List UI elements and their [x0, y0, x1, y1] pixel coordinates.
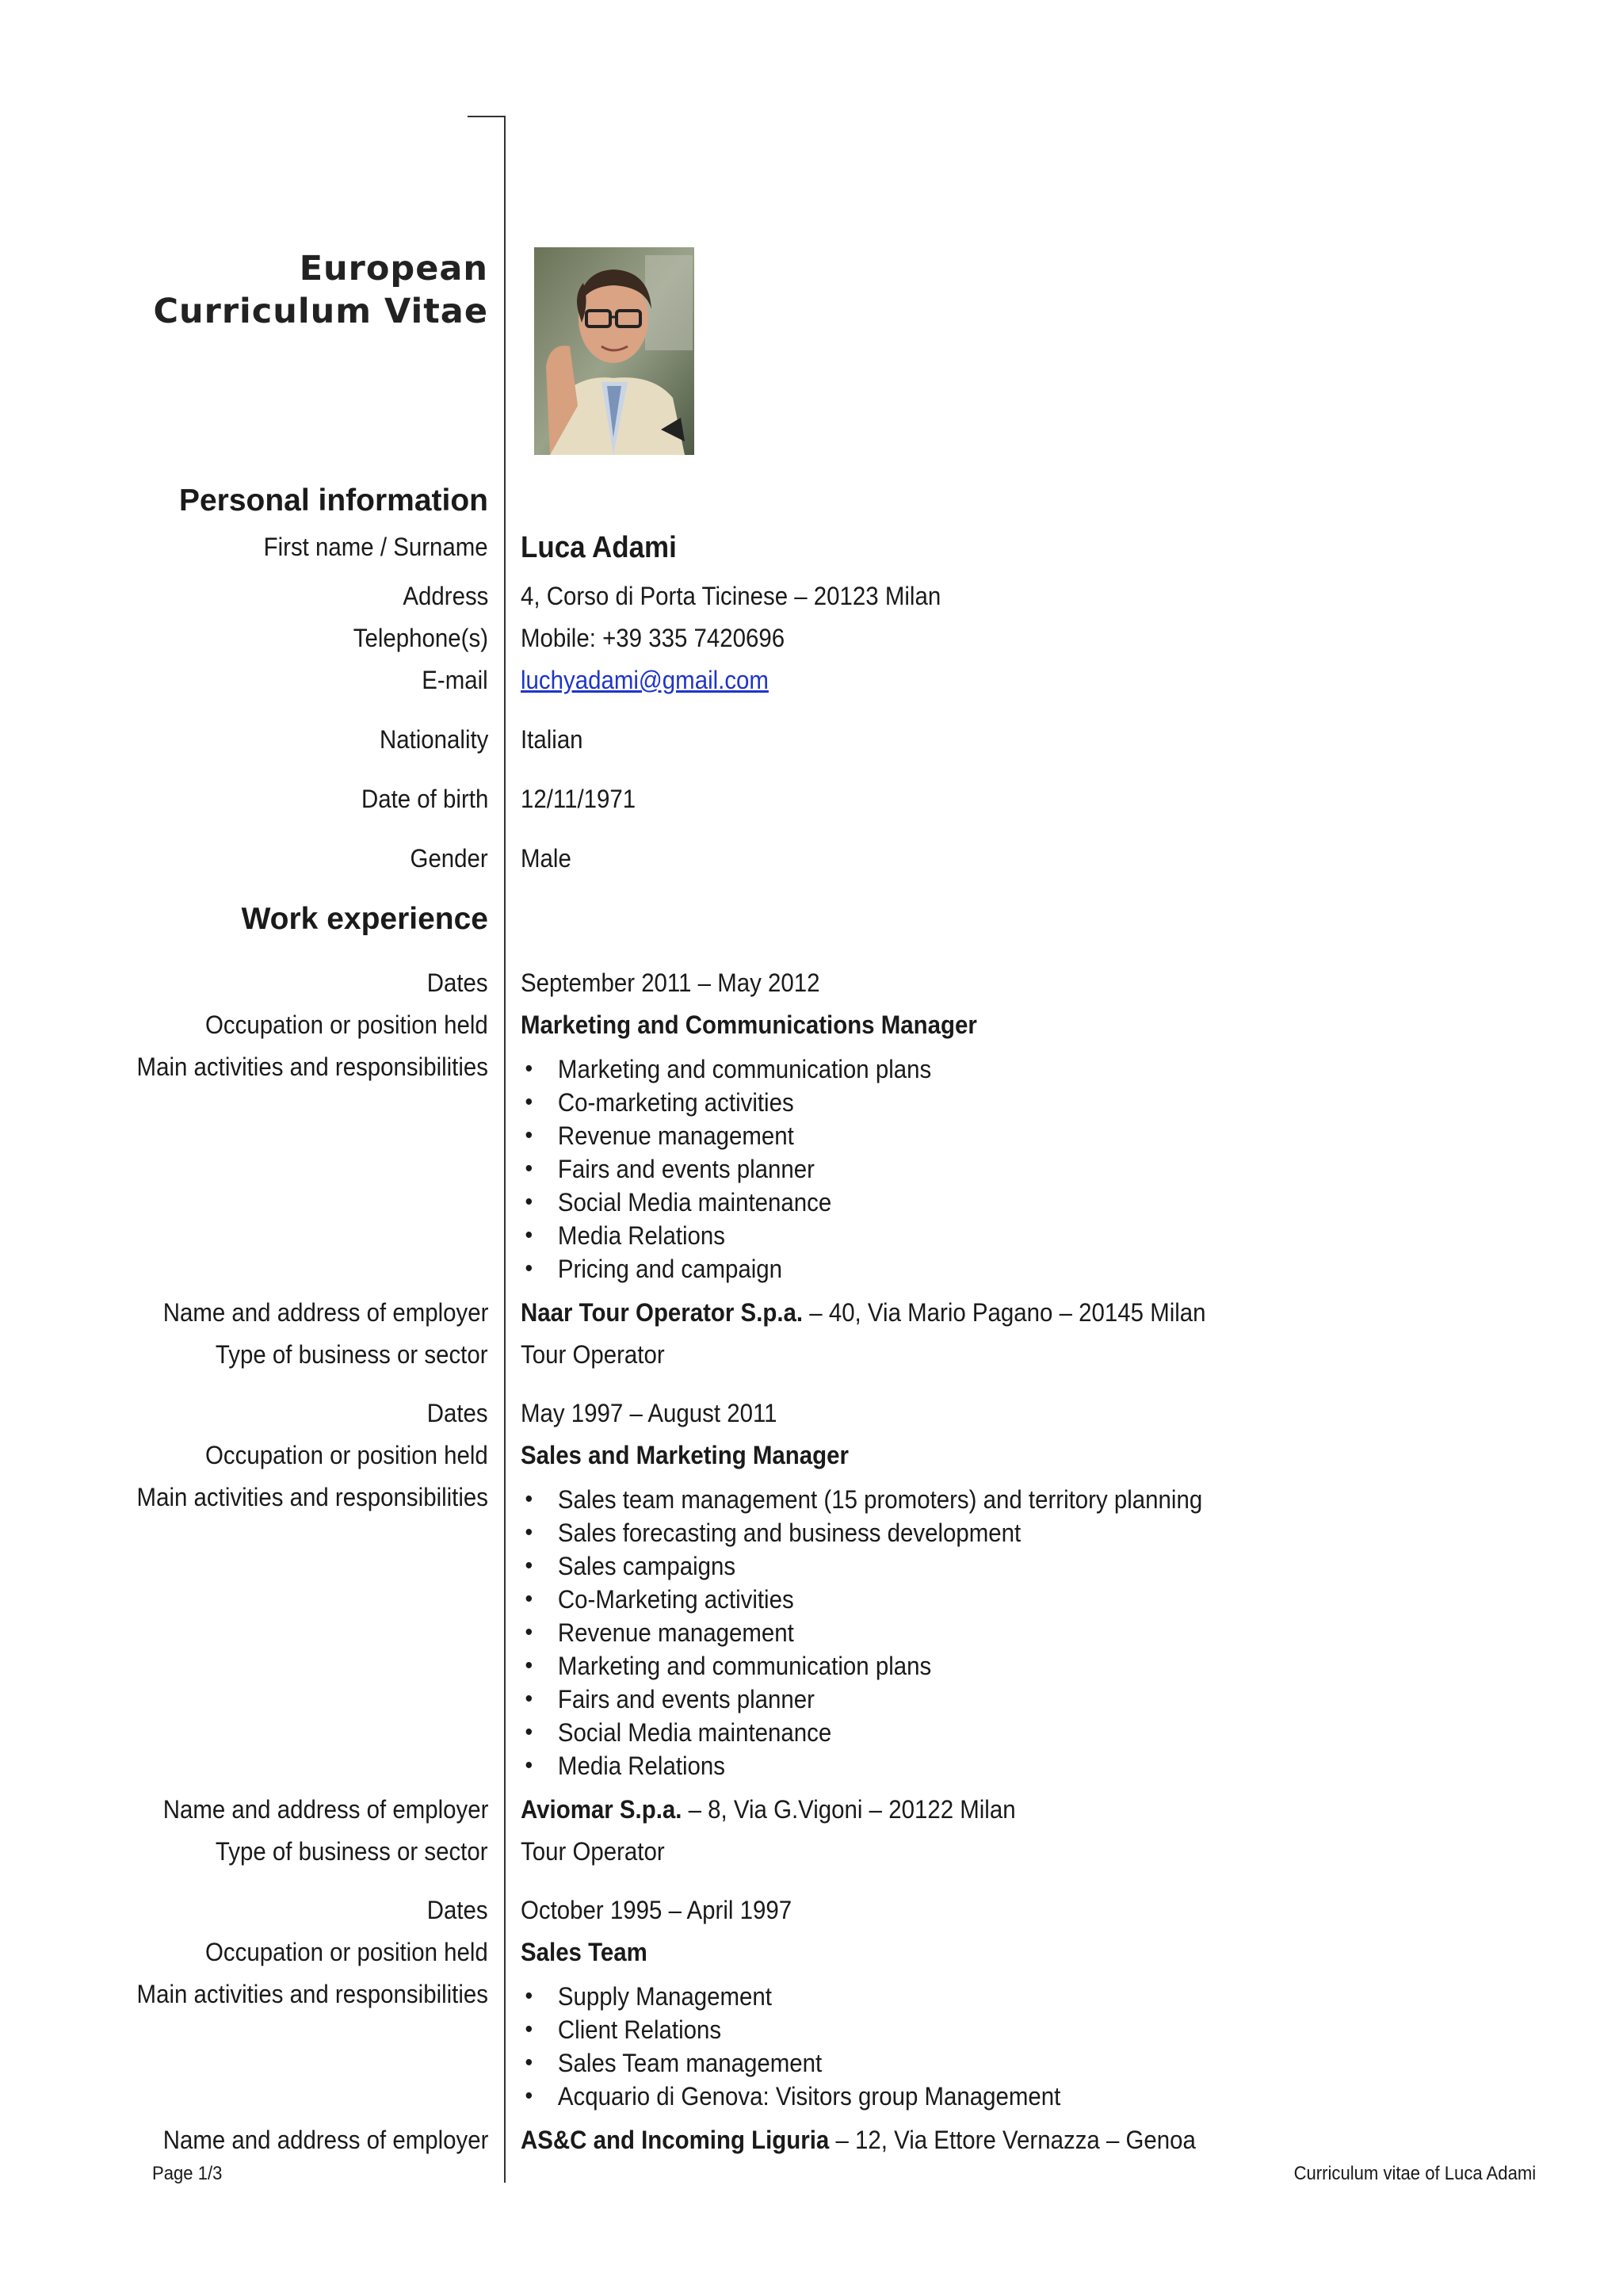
email-label: E-mail: [422, 666, 488, 694]
job1-sector-label: Type of business or sector: [216, 1340, 488, 1369]
job1-sector: Tour Operator: [521, 1340, 665, 1369]
list-item: • Social Media maintenance: [521, 1716, 1202, 1749]
profile-photo-image: [534, 247, 694, 455]
list-item: • Pricing and campaign: [521, 1252, 931, 1286]
gender-value: Male: [521, 844, 571, 873]
nationality-value: Italian: [521, 725, 583, 754]
cv-title: [153, 247, 488, 333]
profile-photo: [534, 247, 694, 455]
job3-activities-list: [521, 1980, 1060, 2113]
list-item: • Supply Management: [521, 1980, 1060, 2013]
header-tick-line: [468, 116, 506, 117]
list-item: • Media Relations: [521, 1749, 1202, 1782]
job2-occupation-label: Occupation or position held: [205, 1441, 488, 1469]
job3-employer: [521, 2126, 1196, 2155]
cv-title-line2: Curriculum Vitae: [153, 292, 488, 331]
job2-dates: May 1997 – August 2011: [521, 1399, 777, 1427]
job1-employer: [521, 1298, 1206, 1328]
job1-activities-label: Main activities and responsibilities: [136, 1052, 488, 1081]
work-experience-heading: Work experience: [241, 902, 488, 936]
job2-activities-list: [521, 1483, 1202, 1782]
list-item: • Co-Marketing activities: [521, 1583, 1202, 1616]
job3-activities-label: Main activities and responsibilities: [136, 1980, 488, 2008]
list-item: • Client Relations: [521, 2013, 1060, 2046]
footer-doc-title: Curriculum vitae of Luca Adami: [1293, 2163, 1536, 2184]
job2-occupation: Sales and Marketing Manager: [521, 1441, 849, 1469]
column-divider: [504, 116, 506, 2183]
job2-sector: Tour Operator: [521, 1837, 665, 1866]
list-item: • Media Relations: [521, 1219, 931, 1252]
job3-employer-label: Name and address of employer: [162, 2126, 488, 2154]
email-value-row: [521, 666, 769, 695]
personal-info-heading: Personal information: [178, 483, 488, 518]
list-item: • Sales forecasting and business development: [521, 1516, 1202, 1549]
job3-occupation: Sales Team: [521, 1938, 647, 1966]
job3-dates: October 1995 – April 1997: [521, 1896, 792, 1924]
job3-employer-address: – 12, Via Ettore Vernazza – Genoa: [829, 2126, 1196, 2154]
job1-employer-name: Naar Tour Operator S.p.a.: [521, 1298, 804, 1327]
job3-dates-label: Dates: [427, 1896, 488, 1924]
page-number: Page 1/3: [152, 2163, 223, 2184]
list-item: • Fairs and events planner: [521, 1683, 1202, 1716]
list-item: • Marketing and communication plans: [521, 1649, 1202, 1683]
job2-dates-label: Dates: [427, 1399, 488, 1427]
gender-label: Gender: [410, 844, 488, 873]
nationality-label: Nationality: [379, 725, 488, 754]
job2-activities-label: Main activities and responsibilities: [136, 1483, 488, 1511]
dob-value: 12/11/1971: [521, 785, 636, 813]
list-item: • Marketing and communication plans: [521, 1052, 931, 1086]
job3-occupation-label: Occupation or position held: [205, 1938, 488, 1966]
cv-title-line1: European: [299, 249, 488, 288]
list-item: • Revenue management: [521, 1616, 1202, 1649]
list-item: • Co-marketing activities: [521, 1086, 931, 1119]
job2-employer-name: Aviomar S.p.a.: [521, 1795, 682, 1824]
telephone-value: Mobile: +39 335 7420696: [521, 624, 785, 652]
job2-employer-address: – 8, Via G.Vigoni – 20122 Milan: [682, 1795, 1016, 1824]
job1-dates-label: Dates: [427, 968, 488, 997]
job3-employer-name: AS&C and Incoming Liguria: [521, 2126, 830, 2154]
job1-occupation-label: Occupation or position held: [205, 1010, 488, 1039]
list-item: • Acquario di Genova: Visitors group Management: [521, 2080, 1060, 2113]
name-label: First name / Surname: [263, 533, 488, 561]
list-item: • Sales Team management: [521, 2046, 1060, 2080]
full-name: Luca Adami: [521, 531, 677, 564]
job1-activities-list: [521, 1052, 931, 1286]
dob-label: Date of birth: [361, 785, 488, 813]
job1-dates: September 2011 – May 2012: [521, 968, 820, 997]
job2-employer-label: Name and address of employer: [162, 1795, 488, 1824]
address-value: 4, Corso di Porta Ticinese – 20123 Milan: [521, 582, 941, 610]
list-item: • Fairs and events planner: [521, 1152, 931, 1186]
email-link[interactable]: luchyadami@gmail.com: [521, 666, 769, 694]
list-item: • Revenue management: [521, 1119, 931, 1152]
job2-sector-label: Type of business or sector: [216, 1837, 488, 1866]
job2-employer: [521, 1795, 1016, 1824]
list-item: • Sales campaigns: [521, 1549, 1202, 1583]
job1-occupation: Marketing and Communications Manager: [521, 1010, 977, 1039]
list-item: • Sales team management (15 promoters) and territory planning: [521, 1483, 1202, 1516]
address-label: Address: [403, 582, 488, 610]
list-item: • Social Media maintenance: [521, 1186, 931, 1219]
telephone-label: Telephone(s): [353, 624, 488, 652]
job1-employer-address: – 40, Via Mario Pagano – 20145 Milan: [803, 1298, 1206, 1327]
job1-employer-label: Name and address of employer: [162, 1298, 488, 1327]
